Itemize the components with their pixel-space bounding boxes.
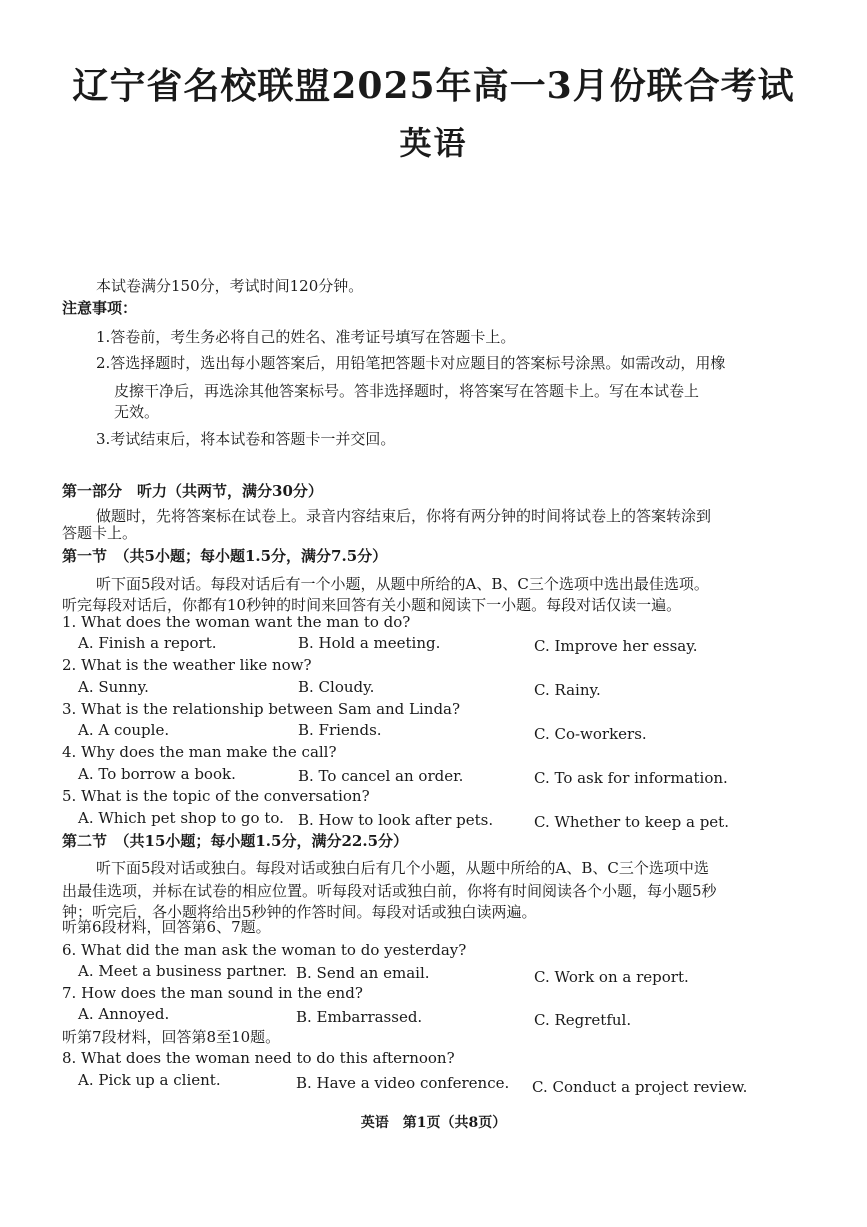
question-1-option-c: C. Improve her essay.	[534, 637, 698, 655]
section2-heading: 第二节 （共15小题；每小题1.5分，满分22.5分）	[62, 832, 409, 850]
material-6-label: 听第6段材料，回答第6、7题。	[62, 918, 271, 936]
question-6-option-c: C. Work on a report.	[534, 968, 689, 986]
question-7-option-a: A. Annoyed.	[78, 1005, 170, 1023]
question-8-stem: 8. What does the woman need to do this afternoon?	[62, 1049, 455, 1067]
question-2-stem: 2. What is the weather like now?	[62, 656, 312, 674]
section2-instruction-1: 听下面5段对话或独白。每段对话或独白后有几个小题，从题中所给的A、B、C三个选项中选	[96, 859, 709, 877]
question-1-option-a: A. Finish a report.	[78, 634, 217, 652]
part1-instruction-2: 答题卡上。	[62, 524, 138, 542]
question-2-option-c: C. Rainy.	[534, 681, 601, 699]
question-2-option-a: A. Sunny.	[78, 678, 149, 696]
question-3-stem: 3. What is the relationship between Sam and Linda?	[62, 700, 461, 718]
note-2-end: 无效。	[114, 403, 160, 421]
question-8-option-c: C. Conduct a project review.	[532, 1078, 748, 1096]
section1-instruction-2: 听完每段对话后，你都有10秒钟的时间来回答有关小题和阅读下一小题。每段对话仅读一遍。	[62, 596, 682, 614]
question-1-stem: 1. What does the woman want the man to do?	[62, 613, 411, 631]
note-3: 3.考试结束后，将本试卷和答题卡一并交回。	[96, 430, 396, 448]
question-4-option-b: B. To cancel an order.	[298, 767, 464, 785]
question-6-stem: 6. What did the man ask the woman to do yesterday?	[62, 941, 467, 959]
score-line: 本试卷满分150分，考试时间120分钟。	[96, 277, 364, 295]
part1-heading: 第一部分 听力（共两节，满分30分）	[62, 482, 323, 500]
question-2-option-b: B. Cloudy.	[298, 678, 375, 696]
question-5-option-b: B. How to look after pets.	[298, 811, 494, 829]
section1-instruction-1: 听下面5段对话。每段对话后有一个小题，从题中所给的A、B、C三个选项中选出最佳选项。	[96, 575, 709, 593]
question-7-option-c: C. Regretful.	[534, 1011, 632, 1029]
question-3-option-b: B. Friends.	[298, 721, 382, 739]
question-6-option-a: A. Meet a business partner.	[78, 962, 288, 980]
question-3-option-a: A. A couple.	[78, 721, 170, 739]
question-5-option-c: C. Whether to keep a pet.	[534, 813, 729, 831]
note-2-cont: 皮擦干净后，再选涂其他答案标号。答非选择题时，将答案写在答题卡上。写在本试卷上	[114, 382, 700, 400]
section2-instruction-2: 出最佳选项，并标在试卷的相应位置。听每段对话或独白前，你将有时间阅读各个小题，每小题5秒	[62, 882, 717, 900]
question-1-option-b: B. Hold a meeting.	[298, 634, 441, 652]
note-2: 2.答选择题时，选出每小题答案后，用铅笔把答题卡对应题目的答案标号涂黑。如需改动，用橡	[96, 354, 726, 372]
question-7-option-b: B. Embarrassed.	[296, 1008, 423, 1026]
part1-instruction-1: 做题时，先将答案标在试卷上。录音内容结束后，你将有两分钟的时间将试卷上的答案转涂到	[96, 507, 712, 525]
question-8-option-b: B. Have a video conference.	[296, 1074, 510, 1092]
material-7-label: 听第7段材料，回答第8至10题。	[62, 1028, 281, 1046]
question-4-stem: 4. Why does the man make the call?	[62, 743, 337, 761]
notice-heading: 注意事项：	[62, 299, 138, 317]
question-4-option-a: A. To borrow a book.	[78, 765, 236, 783]
page-footer: 英语 第1页（共8页）	[360, 1115, 507, 1131]
question-5-stem: 5. What is the topic of the conversation?	[62, 787, 370, 805]
question-8-option-a: A. Pick up a client.	[78, 1071, 221, 1089]
note-1: 1.答卷前，考生务必将自己的姓名、准考证号填写在答题卡上。	[96, 328, 516, 346]
question-7-stem: 7. How does the man sound in the end?	[62, 984, 363, 1002]
question-3-option-c: C. Co-workers.	[534, 725, 647, 743]
question-6-option-b: B. Send an email.	[296, 964, 430, 982]
section2-instruction-3: 钟；听完后，各小题将给出5秒钟的作答时间。每段对话或独白读两遍。	[62, 903, 537, 921]
exam-subject: 英语	[399, 124, 468, 162]
section1-heading: 第一节 （共5小题；每小题1.5分，满分7.5分）	[62, 547, 388, 565]
question-5-option-a: A. Which pet shop to go to.	[78, 809, 284, 827]
exam-title: 辽宁省名校联盟2025年高一3月份联合考试	[72, 65, 795, 107]
question-4-option-c: C. To ask for information.	[534, 769, 728, 787]
